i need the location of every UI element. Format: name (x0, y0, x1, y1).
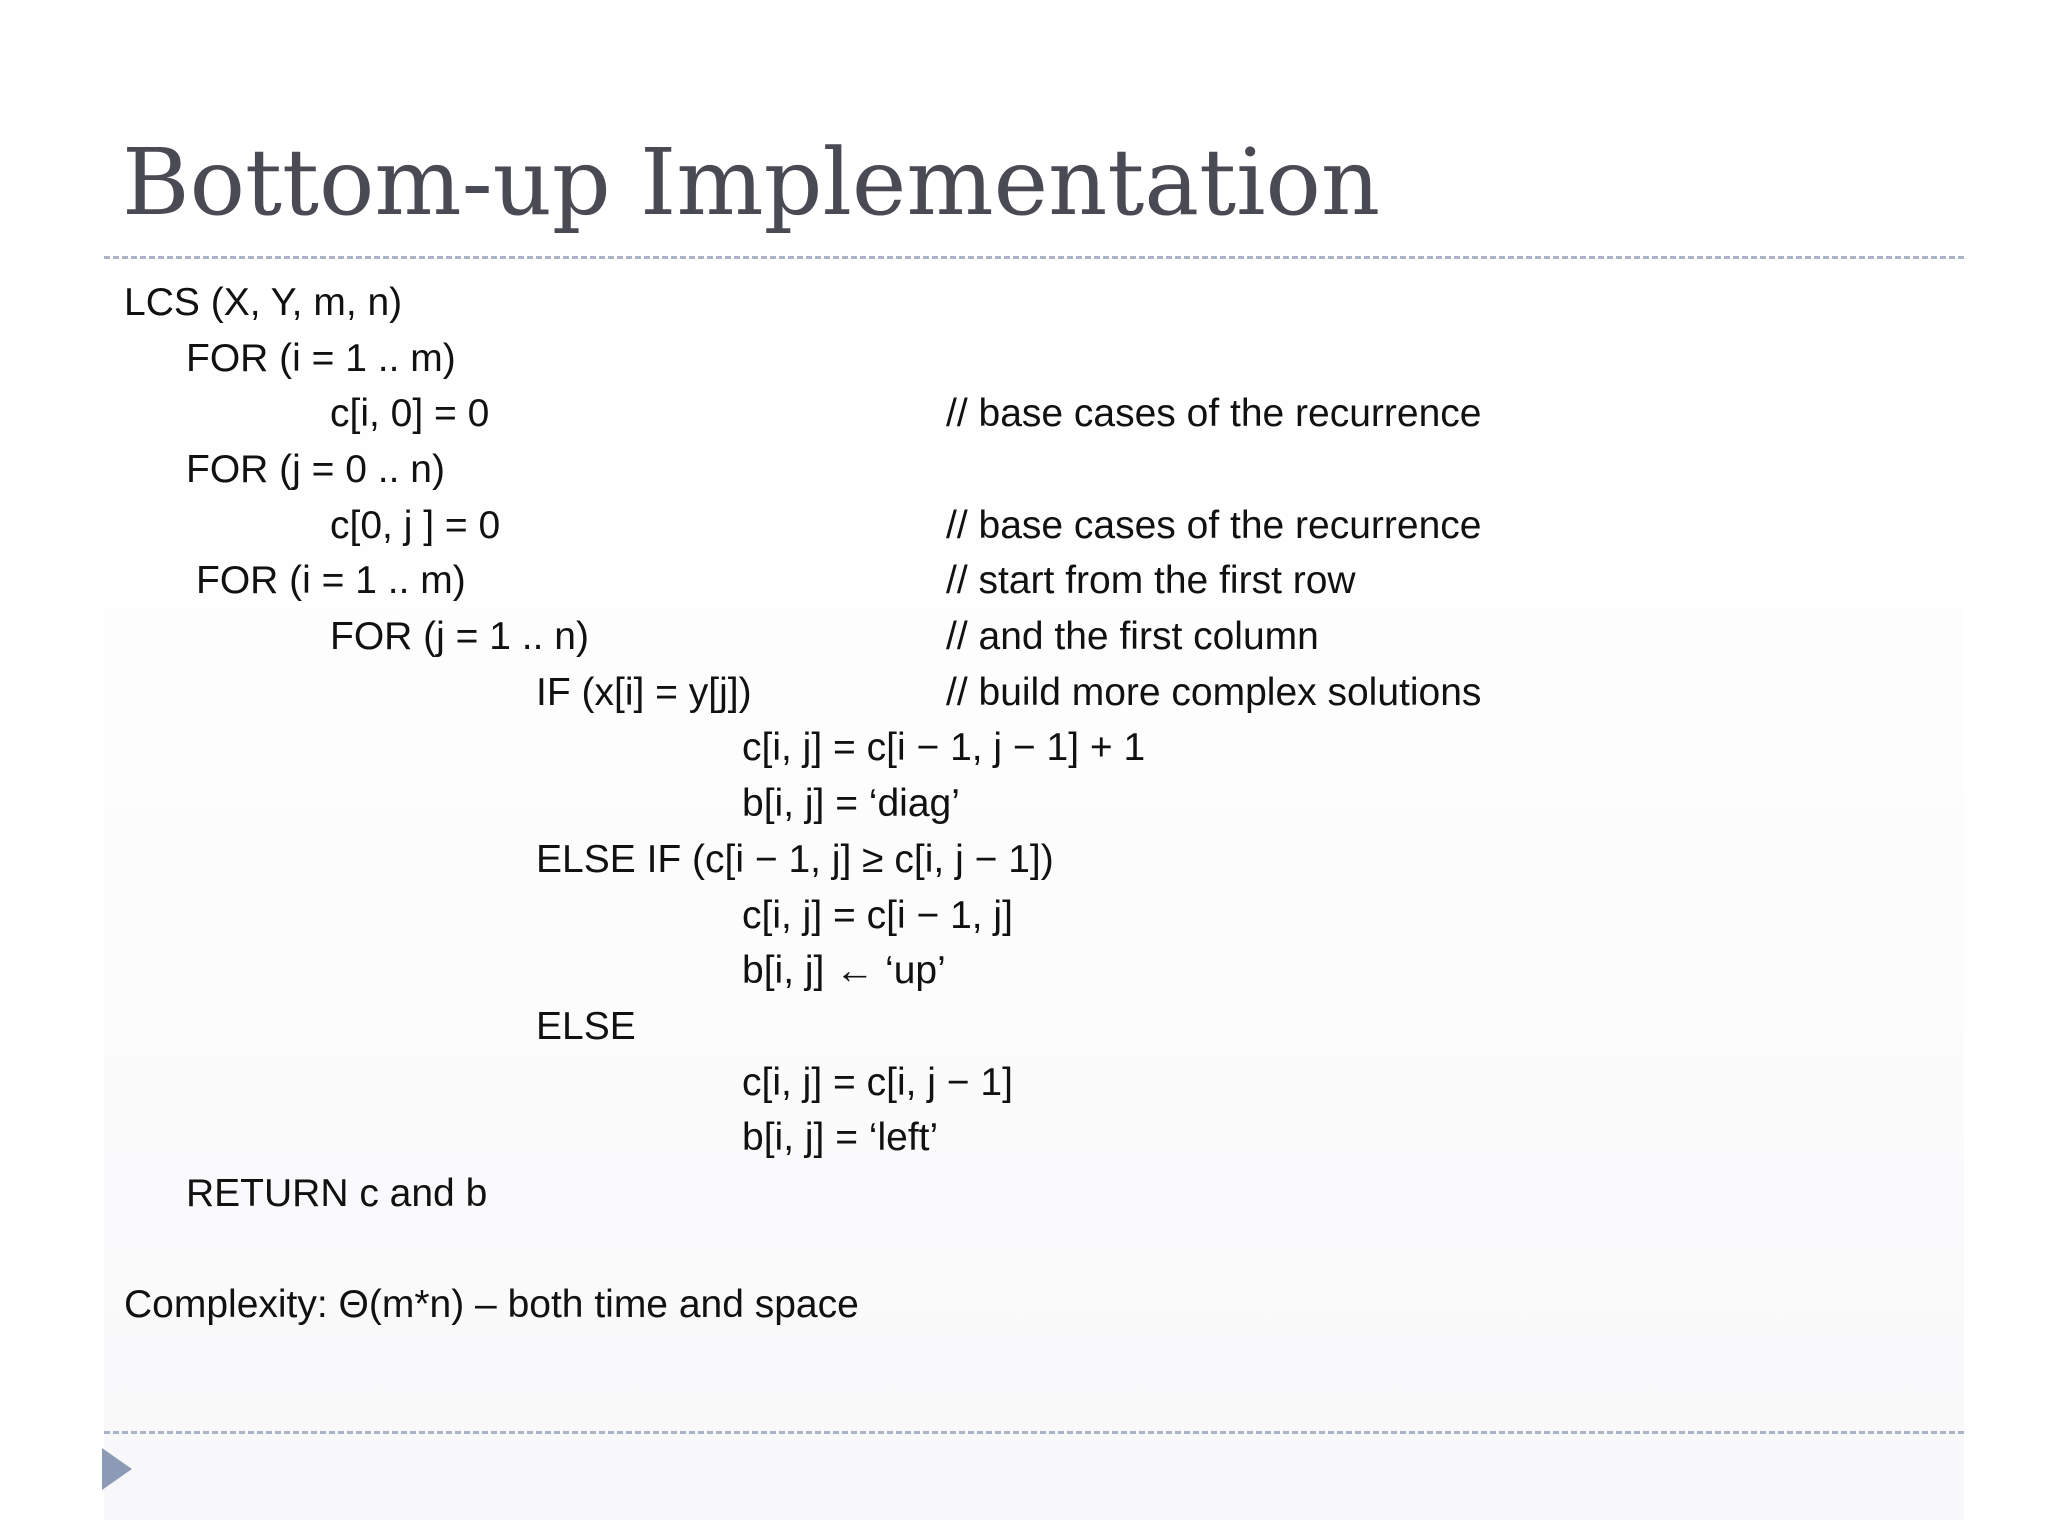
code-line-else: ELSE (536, 1005, 636, 1048)
code-line-signature: LCS (X, Y, m, n) (124, 281, 403, 324)
comment-base-cases-2: // base cases of the recurrence (946, 504, 1482, 547)
code-line-c-left: c[i, j] = c[i, j − 1] (742, 1061, 1013, 1104)
comment-first-column: // and the first column (946, 615, 1319, 658)
code-line-b-left: b[i, j] = ‘left’ (742, 1116, 939, 1159)
play-triangle-icon (102, 1448, 132, 1490)
code-line-c-diag: c[i, j] = c[i − 1, j − 1] + 1 (742, 726, 1146, 769)
code-line-b-diag: b[i, j] = ‘diag’ (742, 782, 960, 825)
code-line-for-i-main: FOR (i = 1 .. m) (196, 559, 466, 602)
code-line-c-i-0: c[i, 0] = 0 (330, 392, 490, 435)
code-line-return: RETURN c and b (186, 1172, 488, 1215)
title-divider (104, 256, 1964, 259)
code-line-c-up: c[i, j] = c[i − 1, j] (742, 894, 1013, 937)
code-line-for-j-base: FOR (j = 0 .. n) (186, 448, 445, 491)
comment-build-solutions: // build more complex solutions (946, 671, 1482, 714)
slide-title: Bottom-up Implementation (122, 129, 1381, 236)
comment-first-row: // start from the first row (946, 559, 1356, 602)
code-line-else-if: ELSE IF (c[i − 1, j] ≥ c[i, j − 1]) (536, 838, 1054, 881)
complexity-note: Complexity: Θ(m*n) – both time and space (124, 1283, 859, 1326)
code-line-for-j-main: FOR (j = 1 .. n) (330, 615, 589, 658)
code-line-b-up: b[i, j] ← ‘up’ (742, 949, 946, 992)
code-line-for-i-base: FOR (i = 1 .. m) (186, 337, 456, 380)
comment-base-cases-1: // base cases of the recurrence (946, 392, 1482, 435)
code-line-c-0-j: c[0, j ] = 0 (330, 504, 501, 547)
footer-divider (104, 1431, 1964, 1434)
code-line-if-match: IF (x[i] = y[j]) (536, 671, 752, 714)
